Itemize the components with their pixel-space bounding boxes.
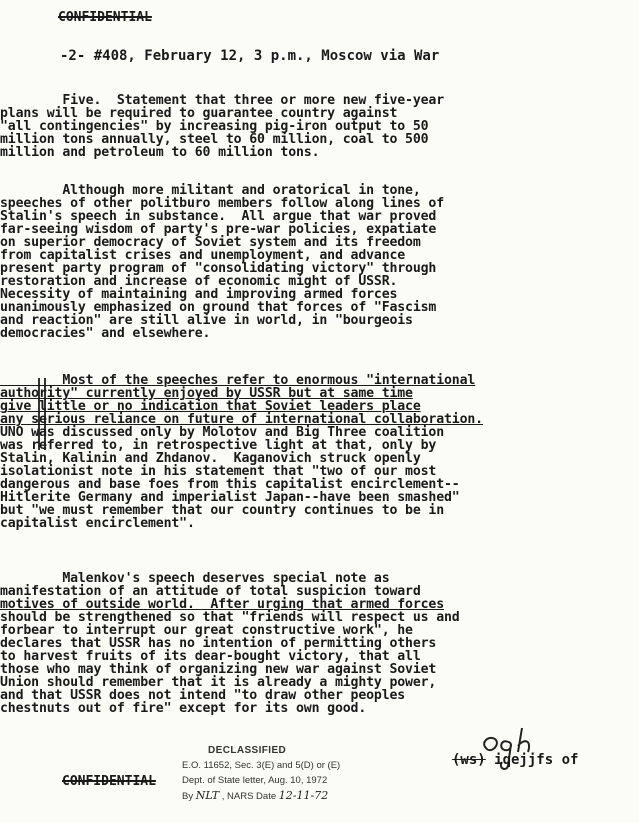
text-line: far-seeing wisdom of party's pre-war policies, expatiate	[0, 222, 437, 237]
stamp-date: 12-11-72	[278, 789, 329, 802]
paragraph-malenkov	[0, 572, 639, 715]
text-line: present party program of "consolidating victory" through	[0, 261, 437, 276]
text-line: declares that USSR has no intention of permitting others	[0, 636, 437, 651]
text-line: dangerous and base foes from this capitalist encirclement--	[0, 477, 460, 492]
stamp-by-label: By	[182, 791, 196, 802]
stamp-letter: Dept. of State letter, Aug. 10, 1972	[182, 775, 328, 786]
signature-line	[452, 752, 578, 768]
text-line: Hitlerite Germany and imperialist Japan--have been smashed"	[0, 490, 460, 505]
text-line: Union should remember that it is already a mighty power,	[0, 675, 437, 690]
text-line: and reaction" are still alive in world, in "bourgeois	[0, 313, 413, 328]
signature-strike: (ws)	[452, 752, 486, 768]
text-line: million tons annually, steel to 60 million, coal to 500	[0, 132, 429, 147]
text-line: Necessity of maintaining and improving armed forces	[0, 287, 398, 302]
stamp-by-line	[182, 788, 340, 804]
text-line: authority" currently enjoyed by USSR but at same time	[0, 386, 413, 401]
text-line: from capitalist crises and unemployment, and advance	[0, 248, 406, 263]
text-line: restoration and increase of economic might of USSR.	[0, 274, 398, 289]
text-line: Most of the speeches refer to enormous "international	[0, 373, 476, 388]
classification-top: CONFIDENTIAL	[58, 10, 152, 25]
text-line: Five. Statement that three or more new five-year	[0, 93, 445, 108]
text-line: was referred to, in retrospective light at that, only by	[0, 438, 437, 453]
text-line: should be strengthened so that "friends will respect us and	[0, 610, 460, 625]
text-line: forbear to interrupt our great constructive work", he	[0, 623, 413, 638]
text-line: motives of outside world. After urging that armed forces	[0, 597, 445, 612]
text-line: chestnuts out of fire" except for its own good.	[0, 701, 367, 716]
text-line: Stalin, Kalinin and Zhdanov. Kaganovich struck openly	[0, 451, 421, 466]
paragraph-international-authority	[0, 374, 639, 530]
text-line: and that USSR does not intend "to draw other peoples	[0, 688, 406, 703]
text-line: "all contingencies" by increasing pig-iron output to 50	[0, 119, 429, 134]
telegram-reference: -2- #408, February 12, 3 p.m., Moscow via War	[60, 48, 440, 64]
text-line: but "we must remember that our country continues to be in	[0, 503, 445, 518]
stamp-authority: E.O. 11652, Sec. 3(E) and 5(D) or (E)	[182, 760, 341, 771]
text-line: Although more militant and oratorical in tone,	[0, 183, 421, 198]
text-line: Malenkov's speech deserves special note as	[0, 571, 390, 586]
text-line: any serious reliance on future of international collaboration.	[0, 412, 483, 427]
signature-text: iqejjfs of	[485, 752, 579, 768]
classification-bottom: CONFIDENTIAL	[62, 774, 156, 789]
paragraph-five	[0, 94, 639, 159]
paragraph-politburo	[0, 184, 639, 340]
text-line: manifestation of an attitude of total suspicion toward	[0, 584, 421, 599]
text-line: give little or no indication that Soviet leaders place	[0, 399, 421, 414]
text-line: unanimously emphasized on ground that forces of "Fascism	[0, 300, 437, 315]
text-line: capitalist encirclement".	[0, 516, 195, 531]
text-line: isolationist note in his statement that "two of our most	[0, 464, 437, 479]
declassification-stamp	[182, 743, 340, 804]
stamp-title: DECLASSIFIED	[208, 745, 287, 756]
stamp-reviewer: NLT	[195, 789, 220, 802]
text-line: on superior democracy of Soviet system and its freedom	[0, 235, 421, 250]
text-line: Stalin's speech in substance. All argue that war proved	[0, 209, 437, 224]
stamp-date-label: , NARS Date	[219, 791, 279, 802]
text-line: to harvest fruits of its dear-bought victory, that all	[0, 649, 421, 664]
text-line: democracies" and elsewhere.	[0, 326, 211, 341]
text-line: plans will be required to guarantee country against	[0, 106, 398, 121]
text-line: UNO was discussed only by Molotov and Big Three coalition	[0, 425, 445, 440]
text-line: million and petroleum to 60 million tons.	[0, 145, 320, 160]
text-line: speeches of other politburo members follow along lines of	[0, 196, 445, 211]
text-line: those who may think of organizing new war against Soviet	[0, 662, 437, 677]
